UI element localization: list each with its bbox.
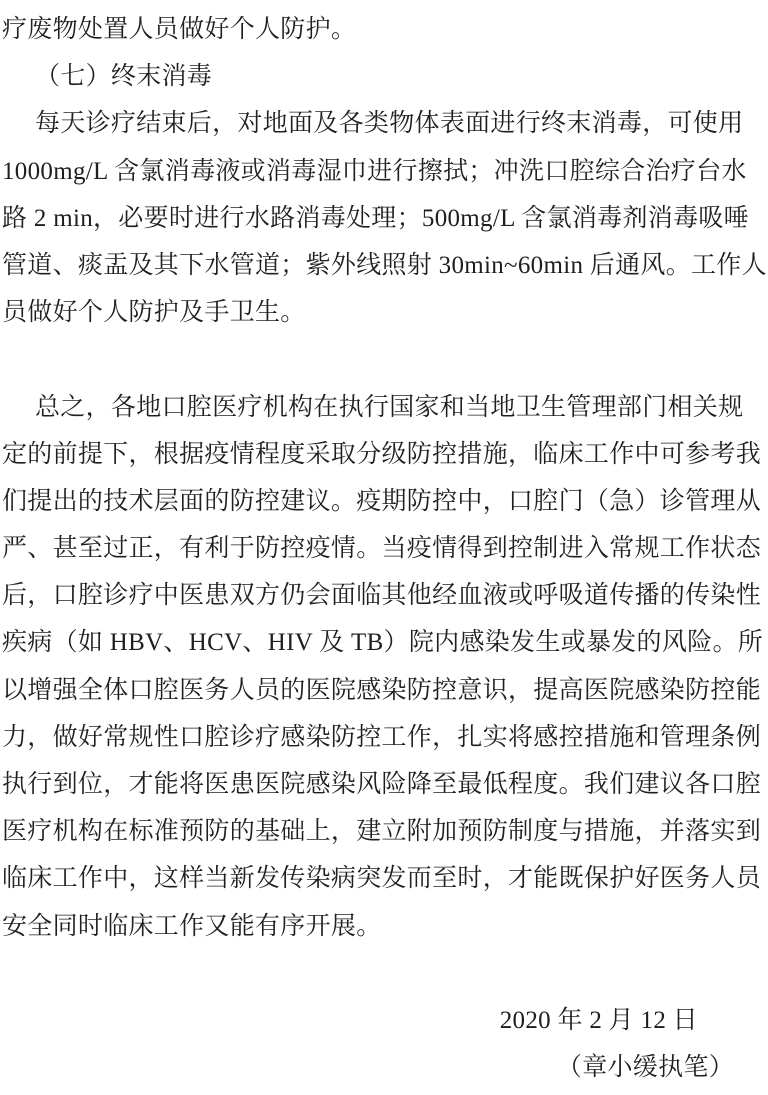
- paragraph-line: 员做好个人防护及手卫生。: [2, 299, 306, 327]
- paragraph-line: 管道、痰盂及其下水管道；紫外线照射 30min~60min 后通风。工作人: [2, 251, 767, 279]
- continuation-line: 疗废物处置人员做好个人防护。: [2, 16, 357, 43]
- paragraph-line: 们提出的技术层面的防控建议。疫期防控中，口腔门（急）诊管理从: [2, 487, 762, 515]
- paragraph-line: 疾病（如 HBV、HCV、HIV 及 TB）院内感染发生或暴发的风险。所: [2, 629, 764, 657]
- blank-line: [2, 336, 768, 383]
- paragraph-line: 路 2 min，必要时进行水路消毒处理；500mg/L 含氯消毒剂消毒吸唾: [2, 204, 749, 232]
- paragraph-line: 医疗机构在标准预防的基础上，建立附加预防制度与措施，并落实到: [2, 818, 762, 846]
- section-heading: （七）终末消毒: [35, 63, 213, 91]
- paragraph-line: 总之，各地口腔医疗机构在执行国家和当地卫生管理部门相关规: [35, 393, 744, 421]
- paragraph-line: 1000mg/L 含氯消毒液或消毒湿巾进行擦拭；冲洗口腔综合治疗台水: [2, 157, 747, 185]
- paragraph-line: 安全同时临床工作又能有序开展。: [2, 912, 382, 940]
- date-line: 2020 年 2 月 12 日: [499, 1006, 698, 1034]
- paragraph-line: 严、甚至过正，有利于防控疫情。当疫情得到控制进入常规工作状态: [2, 535, 762, 563]
- signature-line: （章小缓执笔）: [556, 1054, 734, 1082]
- paragraph-line: 每天诊疗结束后，对地面及各类物体表面进行终末消毒，可使用: [35, 110, 744, 138]
- paragraph-line: 以增强全体口腔医务人员的医院感染防控意识，提高医院感染防控能: [2, 676, 762, 704]
- paragraph-line: 定的前提下，根据疫情程度采取分级防控措施，临床工作中可参考我: [2, 440, 762, 468]
- paragraph-line: 执行到位，才能将医患医院感染风险降至最低程度。我们建议各口腔: [2, 771, 762, 798]
- paragraph-line: 力，做好常规性口腔诊疗感染防控工作，扎实将感控措施和管理条例: [2, 723, 762, 751]
- blank-line: [2, 950, 768, 997]
- paragraph-line: 临床工作中，这样当新发传染病突发而至时，才能既保护好医务人员: [2, 865, 762, 893]
- paragraph-line: 后，口腔诊疗中医患双方仍会面临其他经血液或呼吸道传播的传染性: [2, 582, 762, 610]
